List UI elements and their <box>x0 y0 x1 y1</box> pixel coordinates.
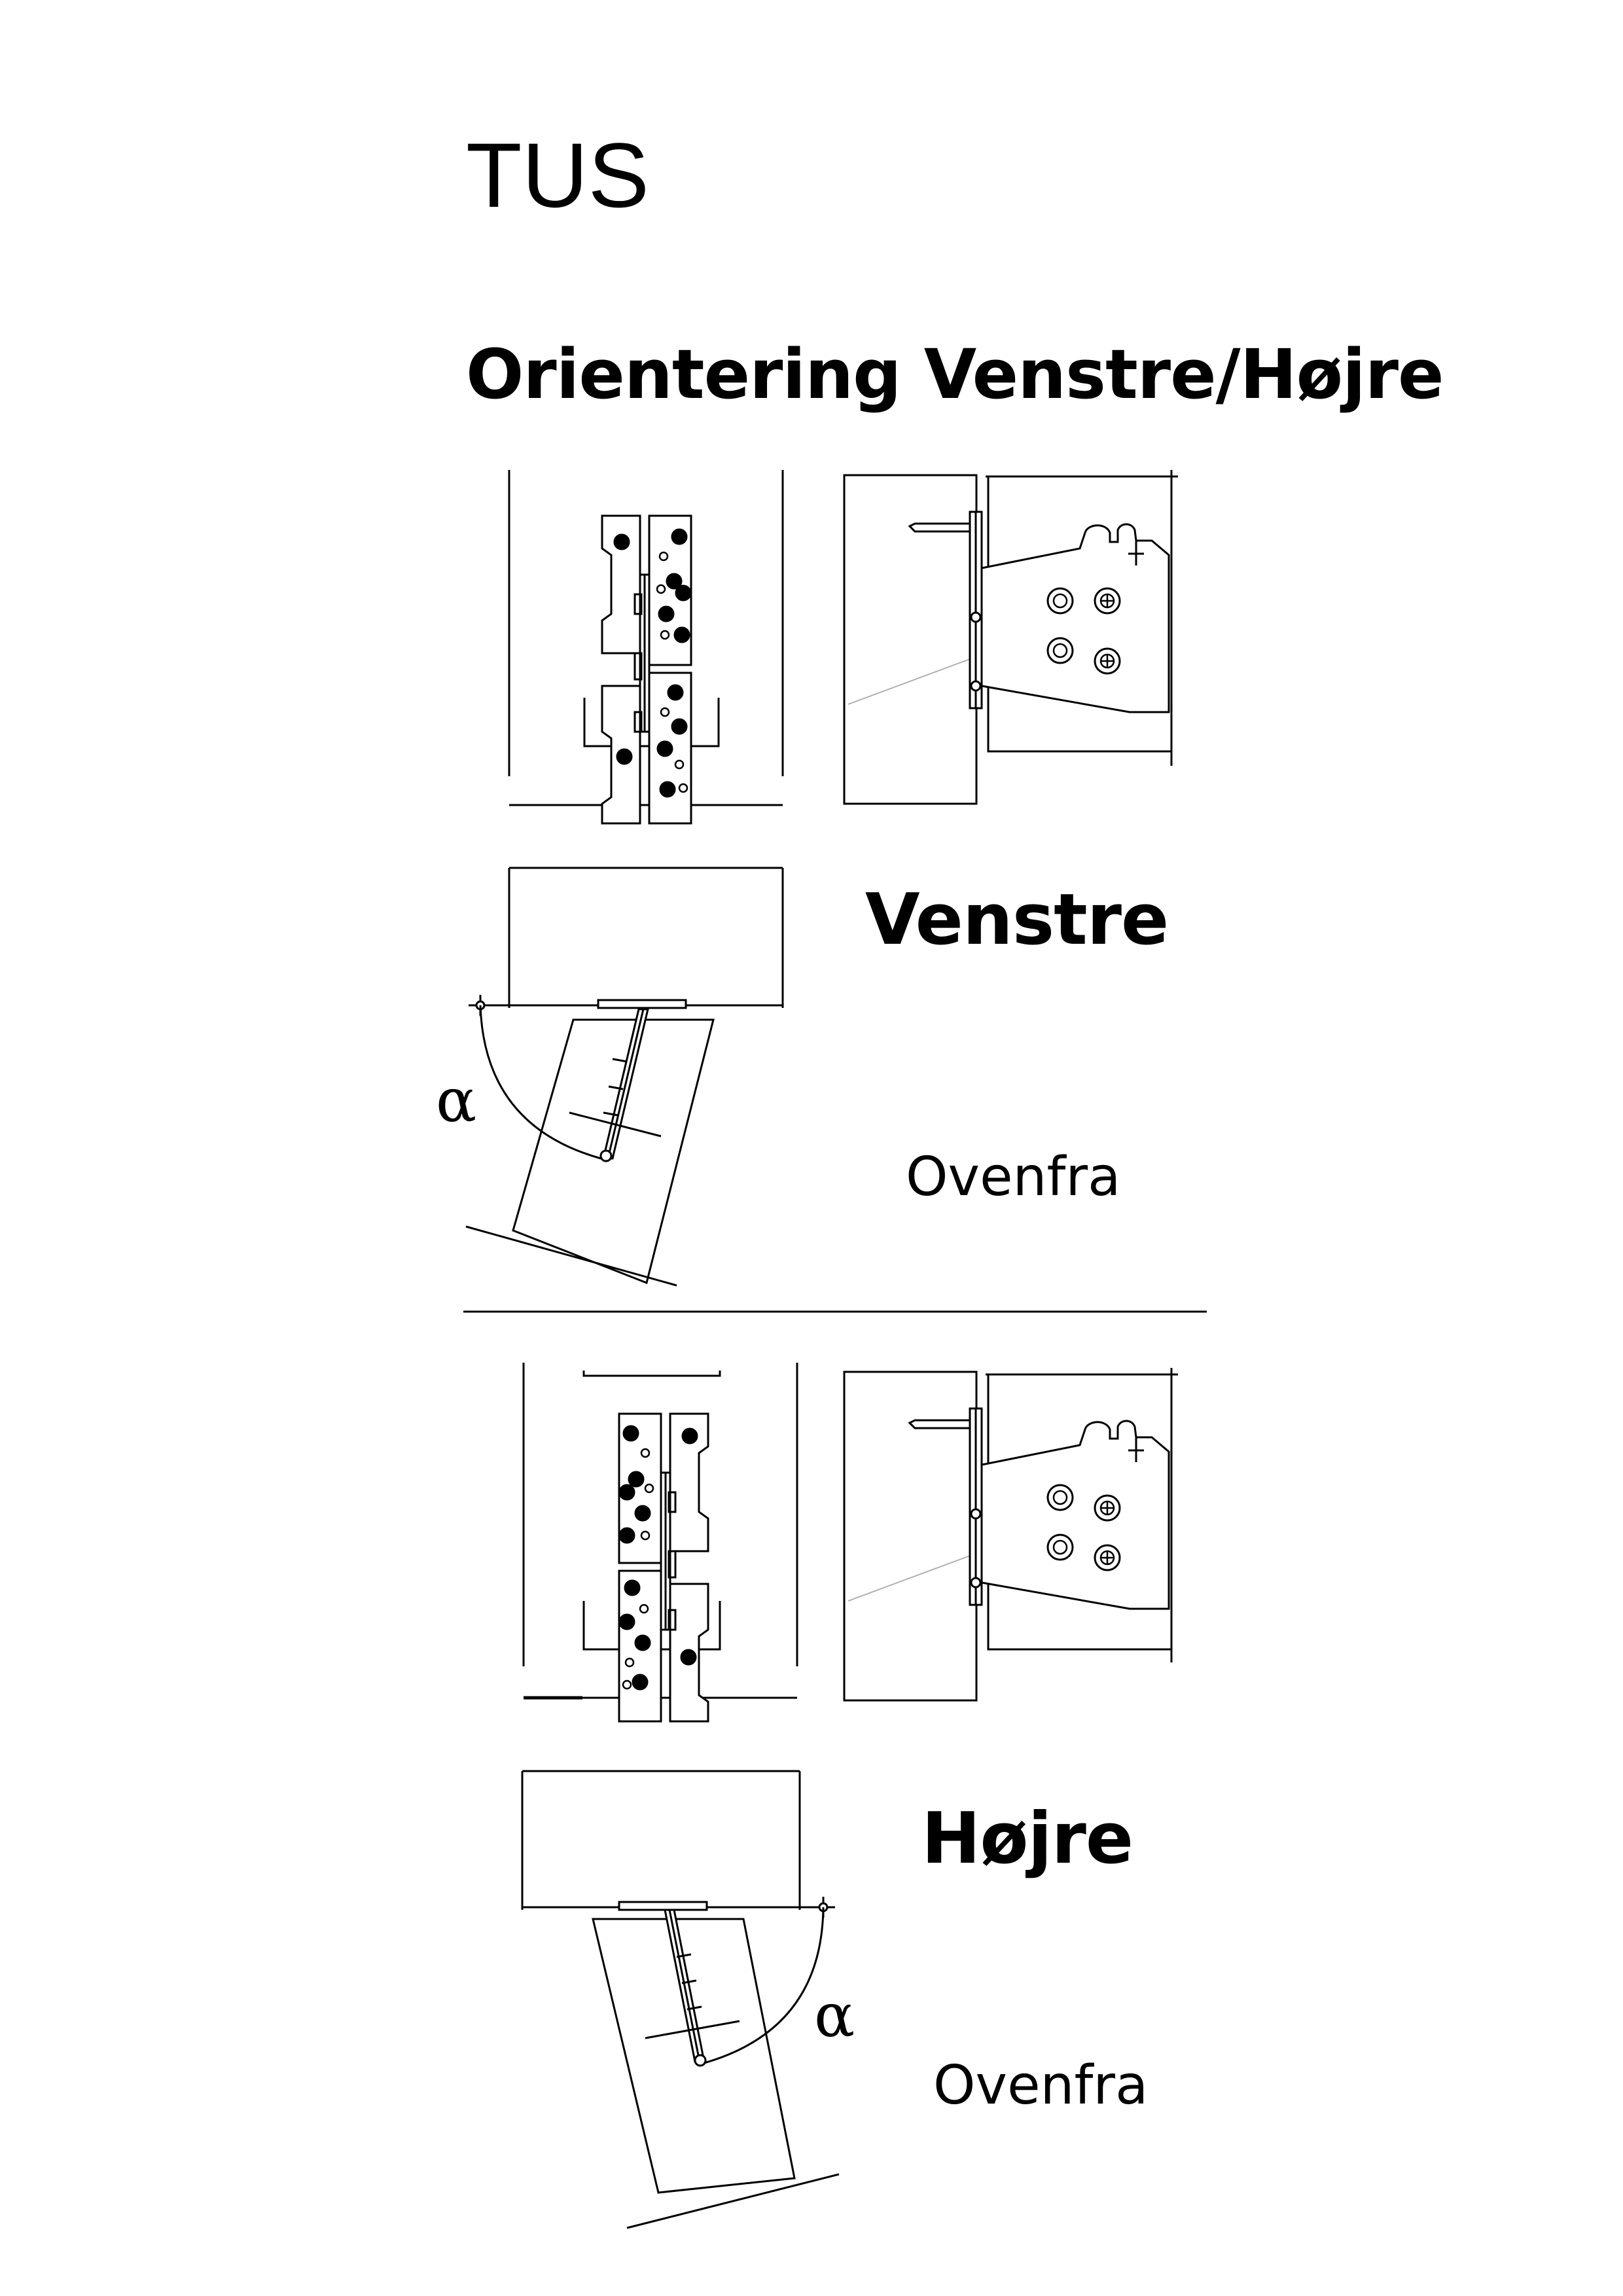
top-view-left <box>466 868 783 1285</box>
top-view-right <box>522 1771 839 2228</box>
page-title: Orientering Venstre/Højre <box>466 334 1444 414</box>
orientation-label-left: Venstre <box>865 879 1169 961</box>
front-view-right <box>524 1363 797 1721</box>
side-view-left <box>844 470 1178 804</box>
front-view-left <box>509 470 783 823</box>
angle-symbol-left: α <box>436 1066 477 1136</box>
side-view-right <box>844 1368 1178 1700</box>
view-label-left: Ovenfra <box>906 1146 1121 1208</box>
brand-title: TUS <box>466 124 649 226</box>
view-label-right: Ovenfra <box>933 2054 1149 2117</box>
angle-symbol-right: α <box>814 1981 855 2051</box>
orientation-label-right: Højre <box>921 1798 1133 1880</box>
